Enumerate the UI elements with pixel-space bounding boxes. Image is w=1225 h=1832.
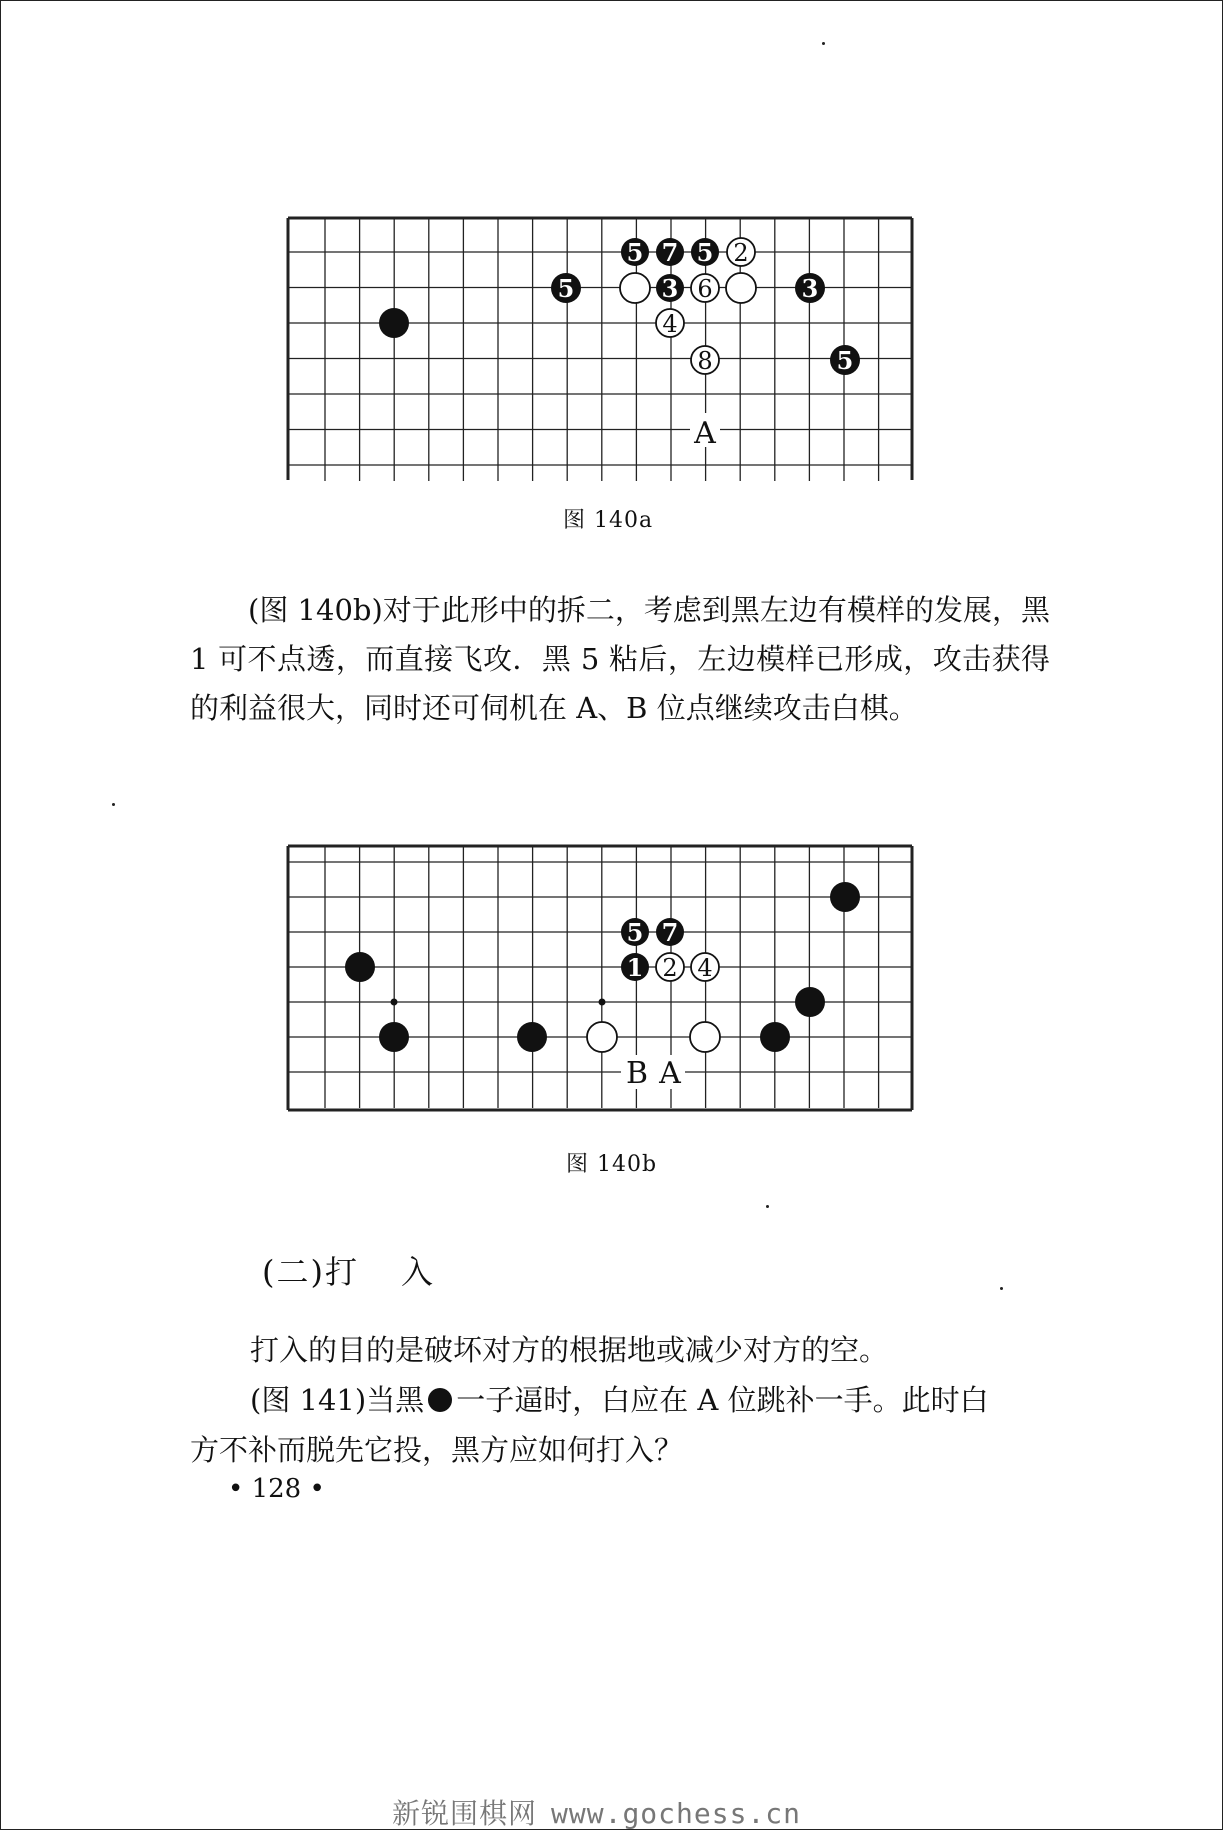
section-heading xyxy=(262,1247,435,1293)
scan-speck xyxy=(822,42,825,45)
black-stone xyxy=(379,1022,409,1052)
move-number: 5 xyxy=(626,238,644,267)
black-stone xyxy=(345,952,375,982)
black-stone-icon xyxy=(428,1388,452,1412)
move-number: 7 xyxy=(661,918,679,947)
section-line-1: 打入的目的是破坏对方的根据地或减少对方的空。 xyxy=(250,1333,889,1367)
line2-start: (图 141)当黑 xyxy=(250,1383,425,1417)
scan-speck xyxy=(1000,1287,1003,1290)
scan-speck xyxy=(766,1205,769,1208)
paragraph-figure-140b: (图 140b)对于此形中的拆二，考虑到黑左边有模样的发展，黑 1 可不点透，而直接飞攻．黑 5 粘后，左边模样已形成，攻击获得的利益很大，同时还可伺机在 A、B 位点继续攻击白棋。 xyxy=(190,593,1050,725)
black-stone xyxy=(760,1022,790,1052)
point-label-A: A xyxy=(659,1056,681,1091)
figure-caption-140b: 图 140b xyxy=(566,1152,658,1177)
line2-end: 一子逼时，白应在 A 位跳补一手。此时白 xyxy=(456,1383,989,1417)
go-board-140a xyxy=(285,215,915,485)
black-stone xyxy=(830,882,860,912)
white-stone xyxy=(690,1022,720,1052)
board-grid xyxy=(288,218,912,480)
move-number: 5 xyxy=(696,238,714,267)
star-point xyxy=(391,999,398,1006)
move-number: 7 xyxy=(661,238,679,267)
footer-site-name: 新锐围棋网 xyxy=(392,1797,538,1830)
point-label-B: B xyxy=(625,1056,649,1091)
black-stone xyxy=(795,987,825,1017)
section-line-3: 方不补而脱先它投，黑方应如何打入？ xyxy=(190,1433,684,1467)
scan-speck xyxy=(112,803,115,806)
go-board-140b xyxy=(285,843,915,1113)
move-number: 3 xyxy=(801,274,819,303)
footer-watermark xyxy=(392,1792,801,1832)
move-number: 5 xyxy=(836,346,854,375)
move-number: 5 xyxy=(626,918,644,947)
point-label-A: A xyxy=(694,416,716,451)
move-number: 2 xyxy=(662,954,678,982)
move-number: 1 xyxy=(626,953,644,982)
white-stone xyxy=(726,273,756,303)
move-number: 3 xyxy=(661,274,679,303)
move-number: 8 xyxy=(697,347,713,375)
move-number: 6 xyxy=(697,275,713,303)
heading-right: 入 xyxy=(400,1253,435,1291)
move-number: 5 xyxy=(557,274,575,303)
footer-url: www.gochess.cn xyxy=(551,1797,802,1830)
black-stone xyxy=(517,1022,547,1052)
black-stone xyxy=(379,308,409,338)
page-number: • 128 • xyxy=(228,1474,325,1504)
white-stone xyxy=(587,1022,617,1052)
move-number: 4 xyxy=(662,310,678,338)
heading-left: (二)打 xyxy=(262,1253,359,1291)
move-number: 2 xyxy=(733,239,749,267)
star-point xyxy=(599,999,606,1006)
section-line-2 xyxy=(250,1378,989,1419)
figure-caption-140a: 图 140a xyxy=(563,508,654,533)
white-stone xyxy=(620,273,650,303)
move-number: 4 xyxy=(697,954,713,982)
